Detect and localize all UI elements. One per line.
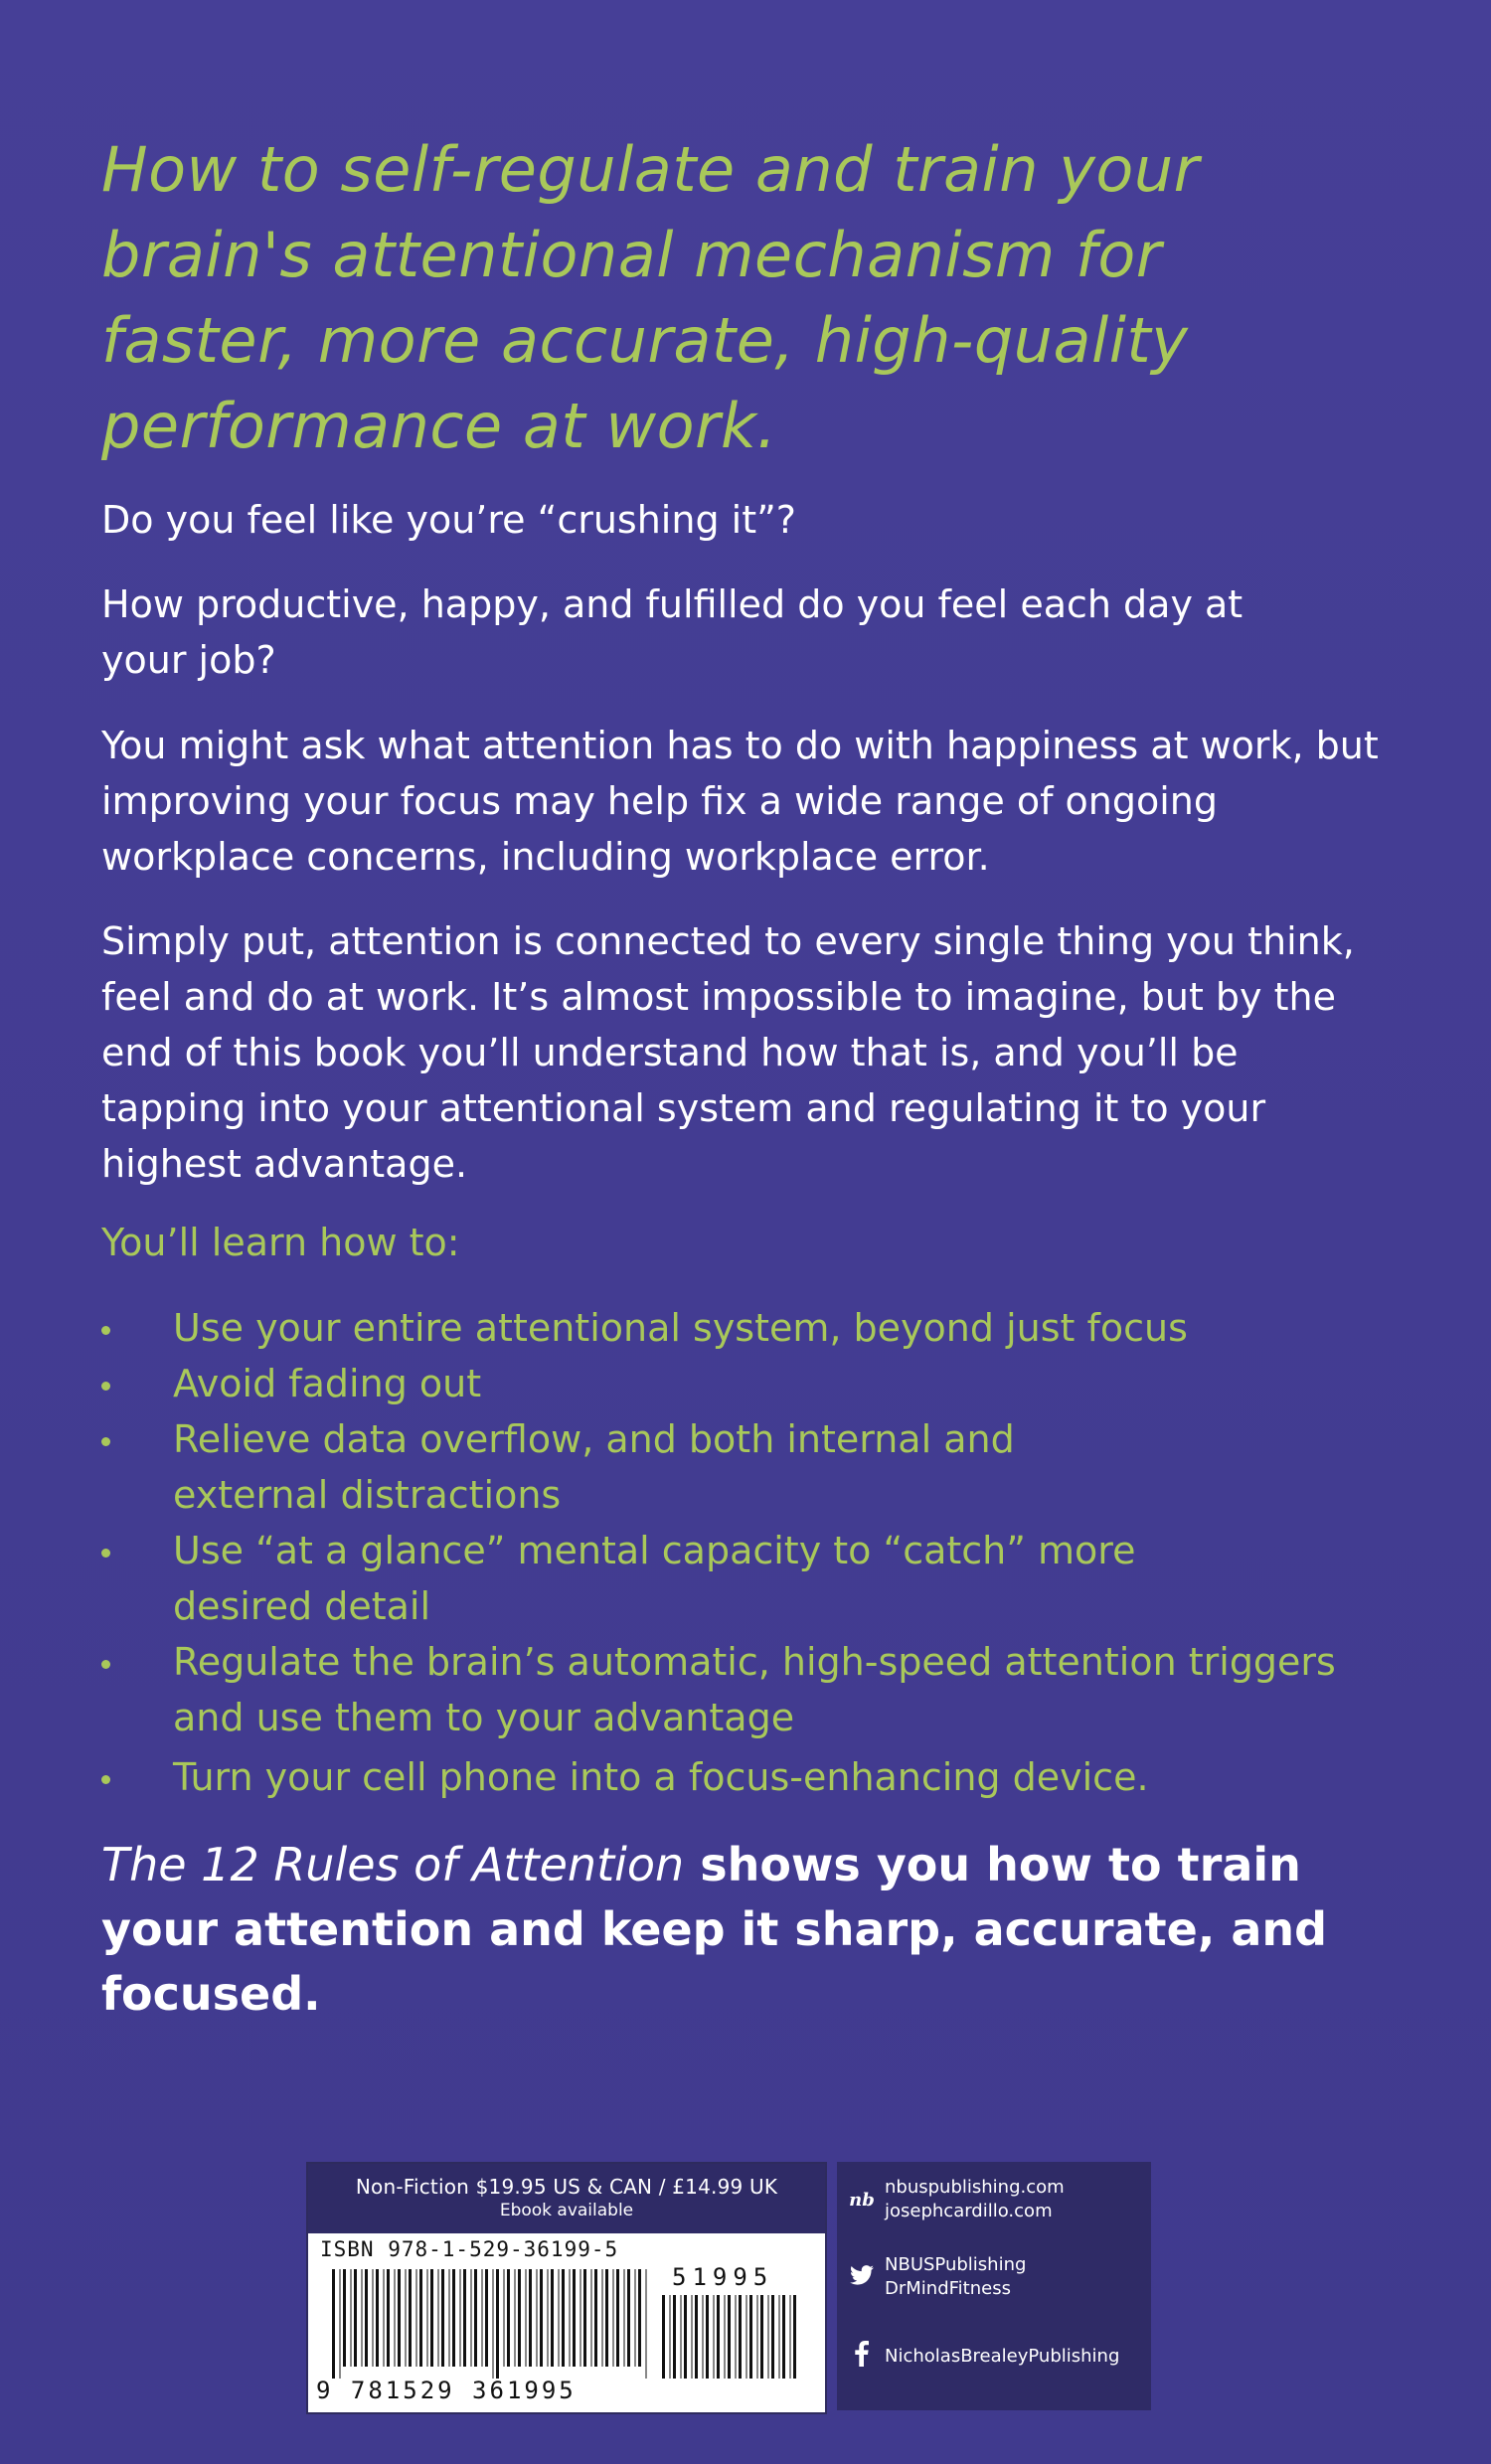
barcode-icon (332, 2269, 650, 2379)
barcode-bar (594, 2269, 597, 2367)
bullet-icon (101, 1437, 110, 1446)
barcode-bar (441, 2269, 444, 2367)
barcode-bar (736, 2295, 737, 2379)
barcode-bar (474, 2269, 477, 2367)
barcode-bar (496, 2269, 499, 2379)
barcode-bar (419, 2269, 422, 2367)
learn-list (101, 1300, 1394, 1805)
barcode-bar (684, 2295, 687, 2379)
barcode-bar (673, 2295, 676, 2379)
barcode-bar (695, 2295, 698, 2379)
closing-statement (101, 1833, 1413, 2027)
barcode-bar (692, 2295, 693, 2379)
barcode-bar (384, 2269, 385, 2367)
barcode-bar (515, 2269, 516, 2367)
learn-intro: You’ll learn how to: (101, 1221, 460, 1264)
barcode-bar (452, 2269, 455, 2367)
barcode-bar (406, 2269, 407, 2367)
barcode-bar (570, 2269, 571, 2367)
facebook-page[interactable]: NicholasBrealeyPublishing (885, 2345, 1120, 2367)
barcode-bar (605, 2269, 608, 2367)
publisher-facebook-row (847, 2341, 1119, 2372)
barcode-bar (485, 2269, 488, 2367)
website-link[interactable]: josephcardillo.com (885, 2201, 1053, 2221)
barcode-bar (343, 2269, 346, 2367)
barcode-bar (779, 2295, 780, 2379)
barcode-bar (376, 2269, 379, 2367)
barcode-bar (398, 2269, 401, 2367)
barcode-bar (760, 2295, 763, 2379)
barcode-bar (790, 2295, 791, 2379)
publisher-box (837, 2162, 1151, 2410)
price-line: Non-Fiction $19.95 US & CAN / £14.99 UK (355, 2175, 778, 2199)
isbn-text: ISBN 978-1-529-36199-5 (320, 2237, 619, 2261)
twitter-icon (847, 2265, 877, 2290)
bullet-icon (101, 1775, 110, 1784)
barcode-bar (482, 2269, 483, 2367)
barcode-bar (580, 2269, 581, 2367)
barcode-bar (613, 2269, 614, 2367)
list-item: Use your entire attentional system, beyond just focus (101, 1300, 1394, 1356)
barcode-bar (717, 2295, 720, 2379)
barcode-bar (387, 2269, 390, 2367)
barcode-bar (365, 2269, 368, 2367)
barcode-bar (559, 2269, 560, 2367)
barcode-bar (591, 2269, 592, 2367)
barcode-bar (739, 2295, 742, 2379)
price-barcode-box (306, 2162, 827, 2414)
barcode-bar (395, 2269, 396, 2367)
barcode-bar (728, 2295, 731, 2379)
nb-logo-icon: nb (849, 2189, 875, 2211)
barcode-bar (460, 2269, 461, 2367)
publisher-twitter-row (847, 2253, 1026, 2301)
paragraph-crushing-it: Do you feel like you’re “crushing it”? (101, 498, 796, 542)
barcode-bar (471, 2269, 472, 2367)
barcode-bar (725, 2295, 726, 2379)
closing-rest: shows you how to train your attention and keep it sharp, accurate, and focused. (101, 1838, 1328, 2021)
twitter-handle[interactable]: NBUSPublishing (885, 2254, 1027, 2275)
barcode-bar (438, 2269, 439, 2367)
barcode-bar (551, 2269, 554, 2367)
barcode-bar (463, 2269, 466, 2367)
barcode-bar (638, 2269, 641, 2367)
barcode-bar (573, 2269, 576, 2367)
list-item: Use “at a glance” mental capacity to “catch” more desired detail (101, 1523, 1167, 1634)
barcode-bar (662, 2295, 665, 2379)
barcode-bar (793, 2295, 796, 2379)
barcode-bar (749, 2295, 752, 2379)
barcode-bar (416, 2269, 417, 2367)
facebook-icon (847, 2341, 877, 2372)
barcode-bar (526, 2269, 527, 2367)
barcode-bar (757, 2295, 758, 2379)
list-item: Turn your cell phone into a focus-enhancing device. (101, 1749, 1394, 1805)
barcode-bar (548, 2269, 549, 2367)
barcode-bar (670, 2295, 671, 2379)
barcode-bar (624, 2269, 625, 2367)
bullet-icon (101, 1549, 110, 1558)
barcode-bar (362, 2269, 363, 2367)
barcode-bar (703, 2295, 704, 2379)
book-title: The 12 Rules of Attention (101, 1838, 685, 1891)
list-item: Relieve data overflow, and both internal and external distractions (101, 1411, 1167, 1523)
paragraph-simply-put: Simply put, attention is connected to every single thing you think, feel and do at work. It’s almost impossible to imagine, but by the end of this book you’ll understand how that is, and you’ll be tapping into your attentional system and regulating it to your highest advantage. (101, 919, 1355, 1186)
paragraph-attention-happiness: You might ask what attention has to do with happiness at work, but improving your focus may help fix a wide range of ongoing workplace concerns, including workplace error. (101, 724, 1379, 879)
barcode-bar (449, 2269, 450, 2367)
price-header (308, 2164, 825, 2233)
barcode-bar (351, 2269, 352, 2367)
website-link[interactable]: nbuspublishing.com (885, 2177, 1065, 2198)
barcode-bar (430, 2269, 433, 2367)
barcode-bar (746, 2295, 747, 2379)
barcode-addon-icon (662, 2295, 801, 2379)
barcode-bar (493, 2269, 494, 2379)
barcode-bar (373, 2269, 374, 2367)
barcode-bar (540, 2269, 543, 2367)
barcode-bar (602, 2269, 603, 2367)
barcode-bar (714, 2295, 715, 2379)
barcode-bar (782, 2295, 785, 2379)
barcode-bar (706, 2295, 709, 2379)
barcode-bar (627, 2269, 630, 2367)
barcode-bar (635, 2269, 636, 2367)
barcode-bar (504, 2269, 505, 2367)
bullet-icon (101, 1326, 110, 1335)
barcode-bar (507, 2269, 510, 2367)
barcode-bar (354, 2269, 357, 2367)
barcode-bar (332, 2269, 335, 2379)
bullet-icon (101, 1382, 110, 1391)
list-item: Avoid fading out (101, 1356, 1394, 1411)
barcode-bar (537, 2269, 538, 2367)
publisher-web-row (847, 2176, 1065, 2223)
barcode-digits: 9 781529 361995 (316, 2377, 577, 2404)
barcode-bar (427, 2269, 428, 2367)
barcode-bar (768, 2295, 769, 2379)
barcode-bar (616, 2269, 619, 2367)
list-item: Regulate the brain’s automatic, high-speed attention triggers and use them to your advantage (101, 1634, 1356, 1745)
barcode-bar (529, 2269, 532, 2367)
tagline: How to self-regulate and train your brain's attentional mechanism for faster, more accurate, high-quality performance at work. (101, 133, 1200, 462)
ebook-line: Ebook available (499, 2201, 634, 2220)
paragraph-productive: How productive, happy, and fulfilled do you feel each day at your job? (101, 582, 1243, 682)
twitter-handle[interactable]: DrMindFitness (885, 2278, 1011, 2299)
barcode-bar (771, 2295, 774, 2379)
barcode-bar (409, 2269, 412, 2367)
barcode-bar (340, 2269, 341, 2379)
barcode-bar (681, 2295, 682, 2379)
barcode-bar (646, 2269, 647, 2379)
bullet-icon (101, 1660, 110, 1669)
barcode-bar (562, 2269, 565, 2367)
addon-digits: 51995 (672, 2263, 774, 2291)
barcode-bar (518, 2269, 521, 2367)
barcode-bar (583, 2269, 586, 2367)
